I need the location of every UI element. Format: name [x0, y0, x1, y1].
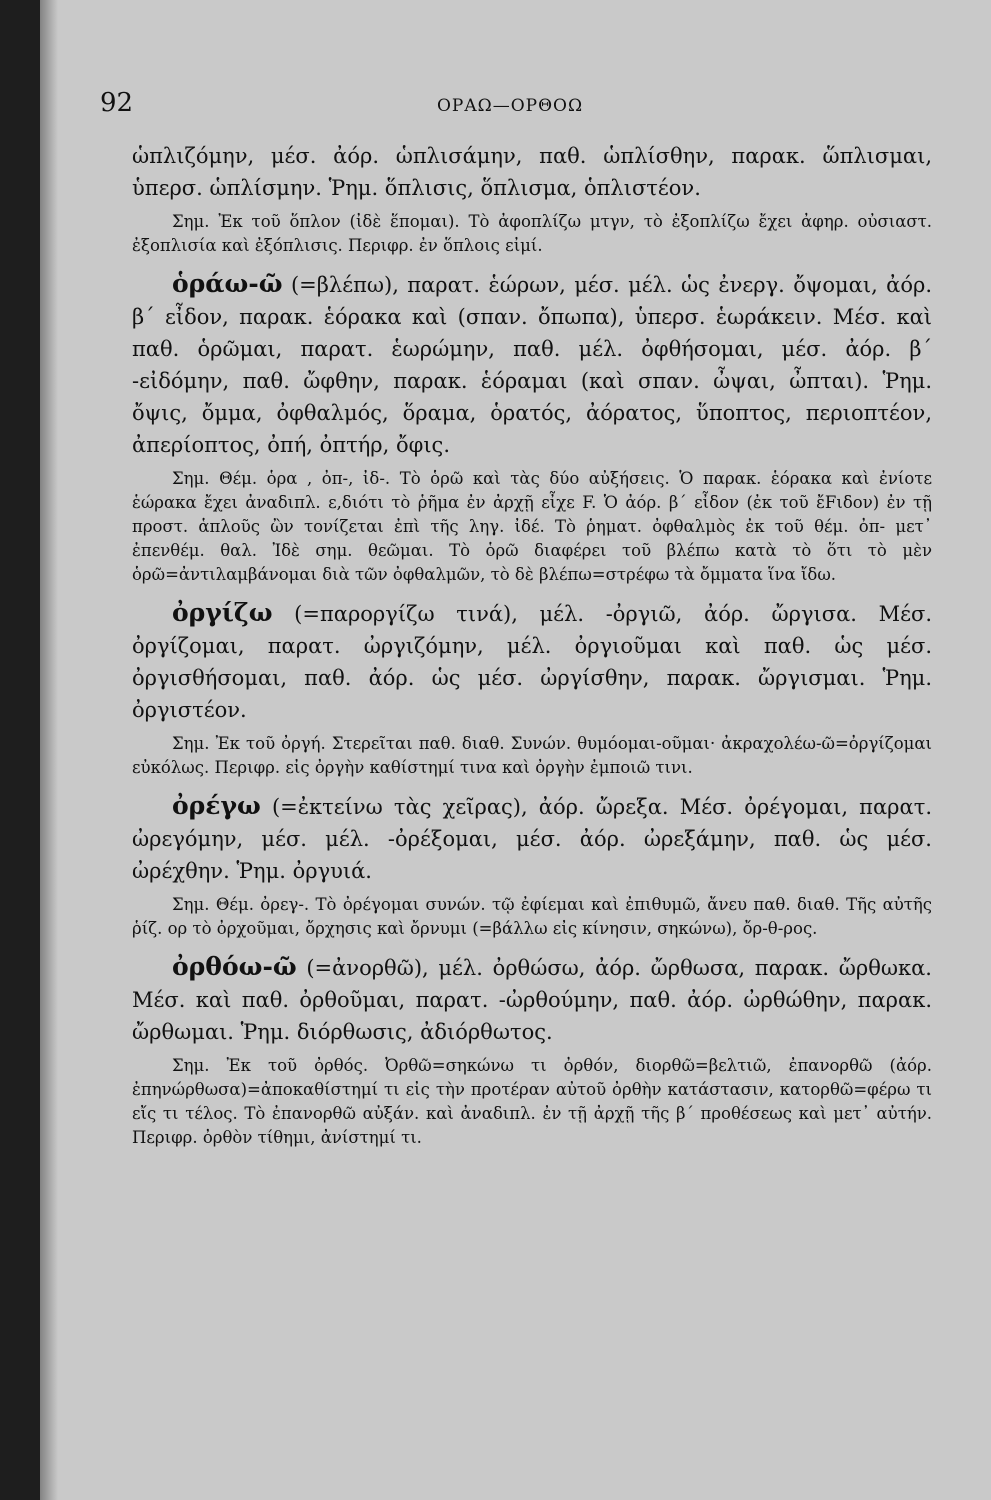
entry-note-text: Σημ. Ἐκ τοῦ ὀρθός. Ὀρθῶ=σηκώνω τι ὀρθόν, διορθῶ=βελτιῶ, ἐπανορθῶ (ἀόρ. ἐπηνώρθωσα)=ἀποκαθίστημί τι εἰς τὴν προτέραν αὐτοῦ ὀρθὴν κατάστασιν, κατορθῶ=φέρω τι εἴς τι τέλος. Τὸ ἐπανορθῶ αὐξάν. καὶ ἀναδιπλ. ἐν τῇ ἀρχῇ τῆς β΄ προθέσεως καὶ μετ᾽ αὐτήν. Περιφρ. ὀρθὸν τίθημι, ἀνίστημί τι. — [132, 1056, 932, 1147]
entry-body — [132, 597, 932, 726]
entry-note-text: Σημ. Θέμ. ὀρεγ-. Τὸ ὀρέγομαι συνών. τῷ ἐφίεμαι καὶ ἐπιθυμῶ, ἄνευ παθ. διαθ. Τῆς αὐτῆς ῥίζ. ορ τὸ ὀρχοῦμαι, ὄρχησις καὶ ὄρνυμι (=βάλλω εἰς κίνησιν, σηκώνω), ὄρ-θ-ρος. — [132, 895, 932, 938]
dictionary-entry-orgizo — [132, 597, 932, 780]
entry-lemma: ὀργίζω — [172, 598, 273, 627]
entry-body — [132, 790, 932, 887]
entry-lemma: ὁράω-ῶ — [172, 269, 283, 298]
entry-lemma: ὀρέγω — [172, 791, 261, 820]
page-content — [132, 140, 932, 1156]
dictionary-entry-orthoo — [132, 951, 932, 1150]
dictionary-entry-orego — [132, 790, 932, 941]
entry-note — [132, 893, 932, 941]
entry-note-text: Σημ. Θέμ. ὁρα , ὀπ-, ἰδ-. Τὸ ὁρῶ καὶ τὰς δύο αὐξήσεις. Ὁ παρακ. ἑόρακα καὶ ἐνίοτε ἑώρακα ἔχει ἀναδιπλ. ε,διότι τὸ ῥῆμα ἐν ἀρχῇ εἶχε F. Ὁ ἀόρ. β΄ εἶδον (ἐκ τοῦ ἔFιδον) ἐν τῇ προστ. ἁπλοῦς ὢν τονίζεται ἐπὶ τῆς ληγ. ἰδέ. Τὸ ῥηματ. ὀφθαλμὸς ἐκ τοῦ θέμ. ὀπ- μετ᾽ ἐπενθέμ. θαλ. Ἰδὲ σημ. θεῶμαι. Τὸ ὁρῶ διαφέρει τοῦ βλέπω κατὰ τὸ ὅτι τὸ μὲν ὁρῶ=ἀντιλαμβάνομαι διὰ τῶν ὀφθαλμῶν, τὸ δὲ βλέπω=στρέφω τὰ ὄμματα ἵνα ἴδω. — [132, 469, 932, 584]
entry-lemma: ὀρθόω-ῶ — [172, 952, 297, 981]
page-header — [100, 88, 920, 124]
intro-note-text: Σημ. Ἐκ τοῦ ὅπλον (ἰδὲ ἕπομαι). Τὸ ἀφοπλίζω μτγν, τὸ ἐξοπλίζω ἔχει ἀφηρ. οὐσιαστ. ἐξοπλισία καὶ ἐξόπλισις. Περιφρ. ἐν ὅπλοις εἰμί. — [132, 212, 932, 255]
intro-note — [132, 210, 932, 258]
page-number: 92 — [100, 88, 134, 118]
running-title: ΟΡΑΩ—ΟΡΘΟΩ — [436, 96, 584, 116]
entry-body — [132, 951, 932, 1048]
book-page — [40, 0, 991, 1500]
entry-text: (=ἐκτείνω τὰς χεῖρας), ἀόρ. ὤρεξα. Μέσ. ὀρέγομαι, παρατ. ὠρεγόμην, μέσ. μέλ. -ὀρέξομαι, μέσ. ἀόρ. ὠρεξάμην, παθ. ὡς μέσ. ὠρέχθην. Ῥημ. ὀργυιά. — [132, 795, 932, 883]
entry-text: (=βλέπω), παρατ. ἑώρων, μέσ. μέλ. ὡς ἐνεργ. ὄψομαι, ἀόρ. β΄ εἶδον, παρακ. ἑόρακα καὶ (σπαν. ὄπωπα), ὑπερσ. ἑωράκειν. Μέσ. καὶ παθ. ὁρῶμαι, παρατ. ἑωρώμην, παθ. μέλ. ὀφθήσομαι, μέσ. ἀόρ. β΄ -εἰδόμην, παθ. ὤφθην, παρακ. ἑόραμαι (καὶ σπαν. ὦψαι, ὦπται). Ῥημ. ὄψις, ὄμμα, ὀφθαλμός, ὅραμα, ὁρατός, ἀόρατος, ὕποπτος, περιοπτέον, ἀπερίοπτος, ὀπή, ὀπτήρ, ὄφις. — [132, 273, 932, 457]
dictionary-entry-orao — [132, 268, 932, 587]
entry-note — [132, 732, 932, 780]
entry-text: (=ἀνορθῶ), μέλ. ὀρθώσω, ἀόρ. ὤρθωσα, παρακ. ὤρθωκα. Μέσ. καὶ παθ. ὀρθοῦμαι, παρατ. -ὠρθούμην, παθ. ἀόρ. ὠρθώθην, παρακ. ὤρθωμαι. Ῥημ. διόρθωσις, ἀδιόρθωτος. — [132, 956, 932, 1044]
entry-text: (=παροργίζω τινά), μέλ. -ὀργιῶ, ἀόρ. ὤργισα. Μέσ. ὀργίζομαι, παρατ. ὠργιζόμην, μέλ. ὀργιοῦμαι καὶ παθ. ὡς μέσ. ὀργισθήσομαι, παθ. ἀόρ. ὡς μέσ. ὠργίσθην, παρακ. ὤργισμαι. Ῥημ. ὀργιστέον. — [132, 602, 932, 722]
entry-body — [132, 268, 932, 461]
entry-note — [132, 1054, 932, 1150]
page-edge-shadow — [40, 0, 58, 1500]
intro-text: ὡπλιζόμην, μέσ. ἀόρ. ὡπλισάμην, παθ. ὡπλίσθην, παρακ. ὥπλισμαι, ὑπερσ. ὡπλίσμην. Ῥημ. ὅπλισις, ὅπλισμα, ὁπλιστέον. — [132, 144, 932, 200]
entry-note — [132, 467, 932, 587]
entry-note-text: Σημ. Ἐκ τοῦ ὀργή. Στερεῖται παθ. διαθ. Συνών. θυμόομαι-οῦμαι· ἀκραχολέω-ῶ=ὀργίζομαι εὐκόλως. Περιφρ. εἰς ὀργὴν καθίστημί τινα καὶ ὀργὴν ἐμποιῶ τινι. — [132, 734, 932, 777]
